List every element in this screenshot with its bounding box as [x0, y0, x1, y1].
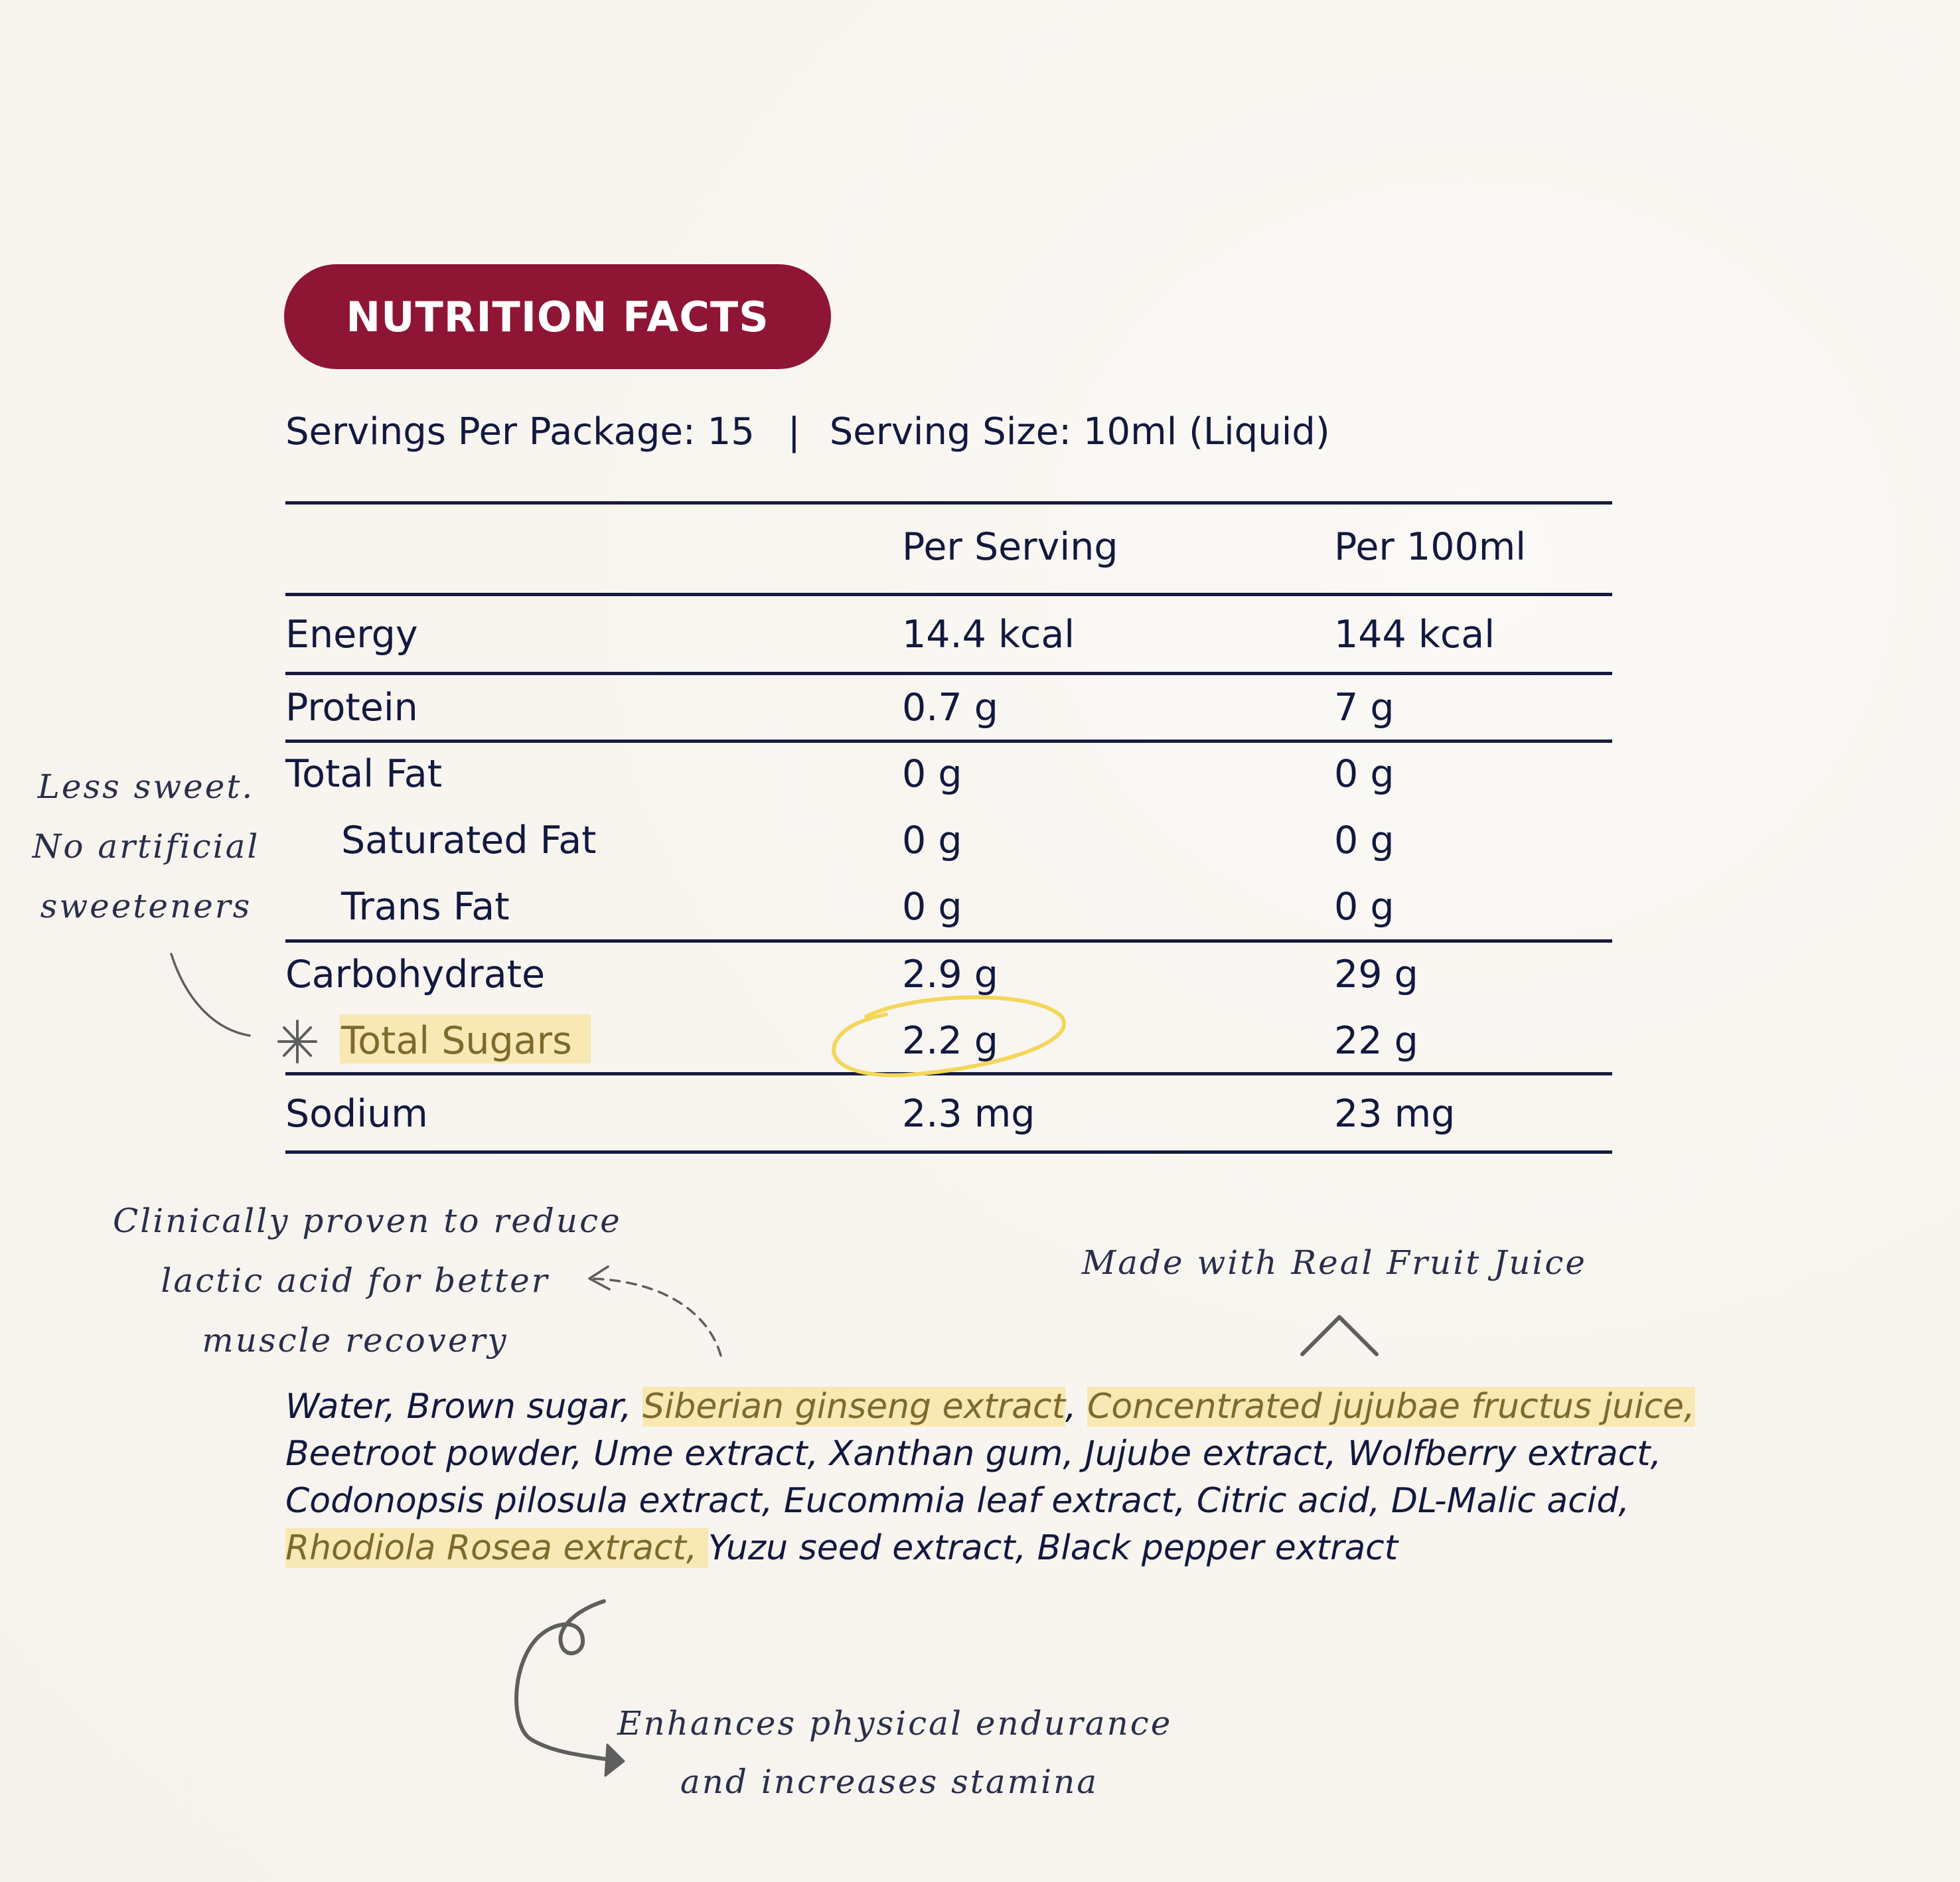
header-rule — [285, 593, 1612, 596]
row-label: Protein — [285, 686, 418, 730]
note-line: Enhances physical endurance — [617, 1704, 1173, 1743]
fat-group-rule — [285, 939, 1612, 943]
curved-arrow-icon — [171, 954, 250, 1036]
row-per-100ml: 7 g — [1334, 686, 1395, 730]
caret-up-icon — [1302, 1317, 1377, 1354]
row-label: Carbohydrate — [285, 953, 546, 996]
table-top-rule — [285, 501, 1612, 505]
ingredients-text: Water, Brown sugar, — [285, 1387, 642, 1427]
row-per-100ml: 0 g — [1334, 752, 1395, 796]
note-line: Clinically proven to reduce — [113, 1202, 622, 1240]
energy-rule — [285, 672, 1612, 675]
table-bottom-rule — [285, 1150, 1612, 1154]
row-per-serving: 14.4 kcal — [902, 613, 1075, 657]
fruit-juice-note: Made with Real Fruit Juice — [1082, 1243, 1588, 1282]
protein-rule — [285, 740, 1612, 743]
ingredients-text: Yuzu seed extract, Black pepper extract — [708, 1528, 1398, 1568]
row-per-serving: 0 g — [902, 885, 962, 929]
note-line: and increases stamina — [680, 1763, 1099, 1801]
serving-size: Serving Size: 10ml (Liquid) — [829, 410, 1330, 453]
dashed-arrow-icon — [591, 1279, 721, 1356]
row-label: Energy — [285, 613, 418, 657]
row-per-serving: 2.3 mg — [902, 1092, 1035, 1136]
row-per-100ml: 22 g — [1334, 1019, 1418, 1063]
row-per-100ml: 0 g — [1334, 885, 1395, 929]
row-per-100ml: 144 kcal — [1334, 613, 1495, 657]
endurance-note — [617, 1694, 1173, 1811]
note-line: No artificial — [32, 827, 260, 866]
row-label: Total Fat — [285, 752, 443, 796]
note-line: muscle recovery — [202, 1321, 508, 1360]
row-per-serving: 0.7 g — [902, 686, 998, 730]
serving-info — [285, 410, 1330, 453]
ingredient-highlight: Siberian ginseng extract — [642, 1387, 1065, 1427]
loop-arrow-icon — [516, 1601, 616, 1761]
row-per-100ml: 29 g — [1334, 953, 1418, 996]
row-per-100ml: 23 mg — [1334, 1092, 1456, 1136]
row-per-serving: 0 g — [902, 752, 962, 796]
ingredients-text: , — [1065, 1387, 1088, 1427]
servings-per-package: Servings Per Package: 15 — [285, 410, 755, 453]
row-per-100ml: 0 g — [1334, 819, 1395, 862]
note-line: lactic acid for better — [161, 1261, 550, 1300]
row-label: Trans Fat — [341, 885, 510, 929]
less-sweet-note — [20, 757, 272, 936]
row-per-serving: 0 g — [902, 819, 962, 862]
ingredients-text: Beetroot powder, Ume extract, Xanthan gum, Jujube extract, Wolfberry extract, Codonopsis pilosula extract, Eucommia leaf extract, Citric acid, DL-Malic acid, — [285, 1434, 1662, 1521]
row-label: Saturated Fat — [341, 819, 597, 862]
row-label: Total Sugars — [341, 1019, 572, 1063]
asterisk-icon — [279, 1021, 316, 1062]
clinically-proven-note — [113, 1191, 622, 1370]
ingredients-list — [285, 1383, 1699, 1572]
ingredient-highlight: Rhodiola Rosea extract, — [285, 1528, 708, 1568]
header-per-100ml: Per 100ml — [1334, 525, 1527, 569]
note-line: Less sweet. — [37, 767, 255, 806]
row-per-serving: 2.9 g — [902, 953, 998, 996]
nutrition-facts-title: NUTRITION FACTS — [284, 264, 831, 369]
note-line: sweeteners — [40, 887, 252, 925]
serving-separator: | — [787, 410, 800, 453]
row-label: Sodium — [285, 1092, 428, 1136]
ingredient-highlight: Concentrated jujubae fructus juice, — [1087, 1387, 1695, 1427]
row-per-serving: 2.2 g — [902, 1019, 998, 1063]
header-per-serving: Per Serving — [902, 525, 1118, 569]
carb-group-rule — [285, 1072, 1612, 1075]
